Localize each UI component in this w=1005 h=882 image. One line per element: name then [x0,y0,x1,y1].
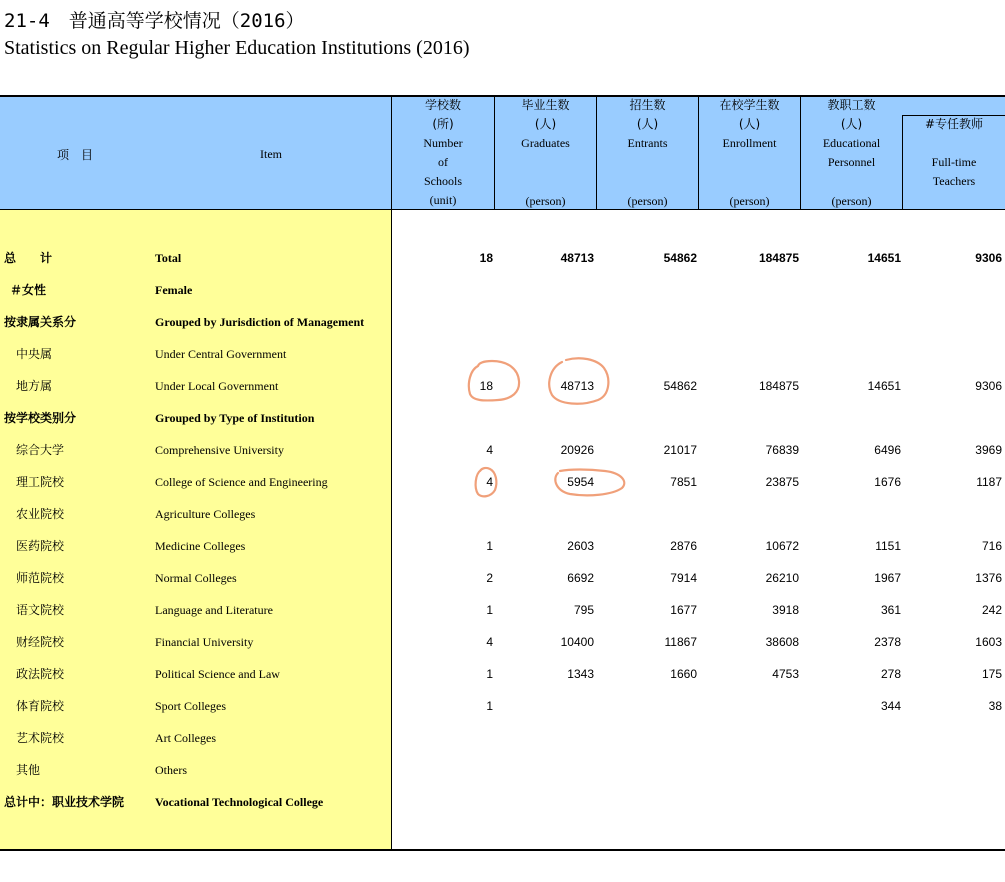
table-row [0,728,1005,748]
row-label-chinese: 语文院校 [16,603,65,617]
table-title-chinese: 21-4 普通高等学校情况（2016） [4,10,305,32]
cell-value: 344 [880,699,901,713]
table-row [0,312,1005,332]
table-row [0,696,1005,716]
header-en-line: Enrollment [722,136,777,150]
cell-value: 3918 [772,603,799,617]
header-column-graduates [495,96,596,153]
cell-value: 184875 [758,251,799,265]
cell-value: 6496 [874,443,901,457]
header-column-enrollment [699,96,800,153]
table-row [0,344,1005,364]
table-title-english: Statistics on Regular Higher Education Institutions (2016) [4,37,470,59]
header-unit-cn: (所) [432,117,454,131]
cell-value: 1376 [975,571,1002,585]
cell-value: 9306 [975,379,1002,393]
cell-value: 76839 [765,443,799,457]
row-label-english: Grouped by Type of Institution [155,411,315,425]
row-label-chinese: 地方属 [16,379,53,393]
header-en-line: Personnel [827,155,876,169]
header-unit-en: (person) [831,194,872,208]
row-label-chinese: ＃女性 [10,283,47,297]
header-column-schools [392,96,494,210]
table-row [0,536,1005,556]
cell-value: 1676 [874,475,901,489]
cell-value: 48713 [560,379,594,393]
cell-value: 10400 [560,635,594,649]
header-unit-cn: (人) [636,117,659,131]
row-label-english: Female [155,283,193,297]
row-label-chinese: 中央属 [16,347,53,361]
cell-value: 10672 [765,539,799,553]
row-label-english: Under Local Government [155,379,279,393]
header-column-entrants [597,96,698,153]
cell-value: 1660 [670,667,697,681]
cell-value: 3969 [975,443,1002,457]
header-cn: 毕业生数 [521,98,570,112]
header-unit-en: (person) [627,194,668,208]
cell-value: 1677 [670,603,697,617]
cell-value: 38608 [765,635,799,649]
header-en-line: Schools [423,174,462,188]
row-label-chinese: 综合大学 [16,443,65,457]
table-row [0,408,1005,428]
cell-value: 20926 [560,443,594,457]
cell-value: 7914 [670,571,697,585]
cell-value: 23875 [765,475,799,489]
cell-value: 1 [486,539,493,553]
cell-value: 4 [486,635,493,649]
row-label-chinese: 体育院校 [16,699,65,713]
cell-value: 18 [479,379,493,393]
header-en-line: Entrants [627,136,668,150]
header-column-fulltime-teachers [903,115,1005,191]
header-cn: 教职工数 [827,98,876,112]
cell-value: 242 [981,603,1002,617]
row-label-chinese: 财经院校 [16,635,65,649]
cell-value: 2876 [670,539,697,553]
row-label-english: Others [155,763,187,777]
cell-value: 5954 [567,475,594,489]
cell-value: 21017 [663,443,697,457]
cell-value: 1 [486,667,493,681]
cell-value: 361 [880,603,901,617]
cell-value: 184875 [758,379,799,393]
row-label-chinese: 政法院校 [16,667,65,681]
header-cn: 学校数 [424,98,461,112]
cell-value: 2603 [567,539,594,553]
cell-value: 175 [981,667,1002,681]
cell-value: 4 [486,475,493,489]
cell-value: 1343 [567,667,594,681]
row-label-english: Comprehensive University [155,443,284,457]
header-en-line: Number [423,136,463,150]
cell-value: 7851 [670,475,697,489]
cell-value: 54862 [663,379,697,393]
row-label-chinese: 其他 [16,763,41,777]
row-label-chinese: 按隶属关系分 [4,315,77,329]
cell-value: 1151 [875,539,901,553]
cell-value: 795 [573,603,594,617]
cell-value: 14651 [867,379,901,393]
header-cn: 在校学生数 [719,98,780,112]
cell-value: 2 [486,571,493,585]
header-unit-en: (person) [729,194,770,208]
cell-value: 1967 [874,571,901,585]
table-row [0,632,1005,652]
cell-value: 2378 [874,635,901,649]
row-label-english: College of Science and Engineering [155,475,328,489]
row-label-chinese: 医药院校 [16,539,65,553]
table-row [0,248,1005,268]
table-row [0,568,1005,588]
cell-value: 48713 [560,251,594,265]
row-label-chinese: 理工院校 [16,475,65,489]
row-label-english: Grouped by Jurisdiction of Management [155,315,365,329]
cell-value: 716 [981,539,1002,553]
row-label-english: Agriculture Colleges [155,507,256,521]
header-column-personnel [801,96,902,172]
row-label-chinese: 艺术院校 [16,731,65,745]
cell-value: 1187 [976,475,1002,489]
cell-value: 4 [486,443,493,457]
row-label-english: Medicine Colleges [155,539,246,553]
row-label-english: Vocational Technological College [155,795,324,809]
header-unit-en: (person) [525,194,566,208]
header-en-line: Graduates [521,136,570,150]
header-en-line: of [438,155,448,169]
table-row [0,376,1005,396]
row-label-chinese: 总 计 [4,251,53,265]
cell-value: 11867 [664,635,697,649]
row-label-chinese: 按学校类别分 [4,411,77,425]
bottom-rule [0,849,1005,851]
cell-value: 54862 [663,251,697,265]
header-item-english: Item [260,147,282,161]
row-label-english: Sport Colleges [155,699,226,713]
table-row [0,600,1005,620]
header-unit-cn: (人) [840,117,863,131]
row-label-english: Art Colleges [155,731,216,745]
header-cn: #专任教师 [924,117,984,131]
row-label-chinese: 总计中：职业技术学院 [4,795,125,809]
table-row [0,504,1005,524]
table-row [0,280,1005,300]
row-label-english: Political Science and Law [155,667,280,681]
cell-value: 1603 [975,635,1002,649]
item-column-background [0,210,392,849]
cell-value: 4753 [772,667,799,681]
cell-value: 278 [880,667,901,681]
header-cn: 招生数 [629,98,666,112]
header-en-line: Educational [822,136,881,150]
row-label-chinese: 农业院校 [16,507,65,521]
cell-value: 38 [988,699,1002,713]
header-unit-cn: (人) [534,117,557,131]
row-label-chinese: 师范院校 [16,571,65,585]
table-row [0,472,1005,492]
cell-value: 6692 [567,571,594,585]
header-unit-en: (unit) [429,193,457,207]
table-row [0,792,1005,812]
table-row [0,760,1005,780]
table-row [0,664,1005,684]
header-en-line: Full-time [931,155,977,169]
row-label-english: Financial University [155,635,254,649]
table-row [0,440,1005,460]
header-unit-cn: (人) [738,117,761,131]
cell-value: 1 [486,603,493,617]
cell-value: 1 [486,699,493,713]
cell-value: 14651 [867,251,901,265]
cell-value: 9306 [975,251,1002,265]
row-label-english: Under Central Government [155,347,287,361]
header-en-line: Teachers [932,174,976,188]
header-item-chinese: 项 目 [57,148,94,162]
row-label-english: Normal Colleges [155,571,237,585]
cell-value: 26210 [765,571,799,585]
cell-value: 18 [479,251,493,265]
row-label-english: Total [155,251,182,265]
row-label-english: Language and Literature [155,603,273,617]
